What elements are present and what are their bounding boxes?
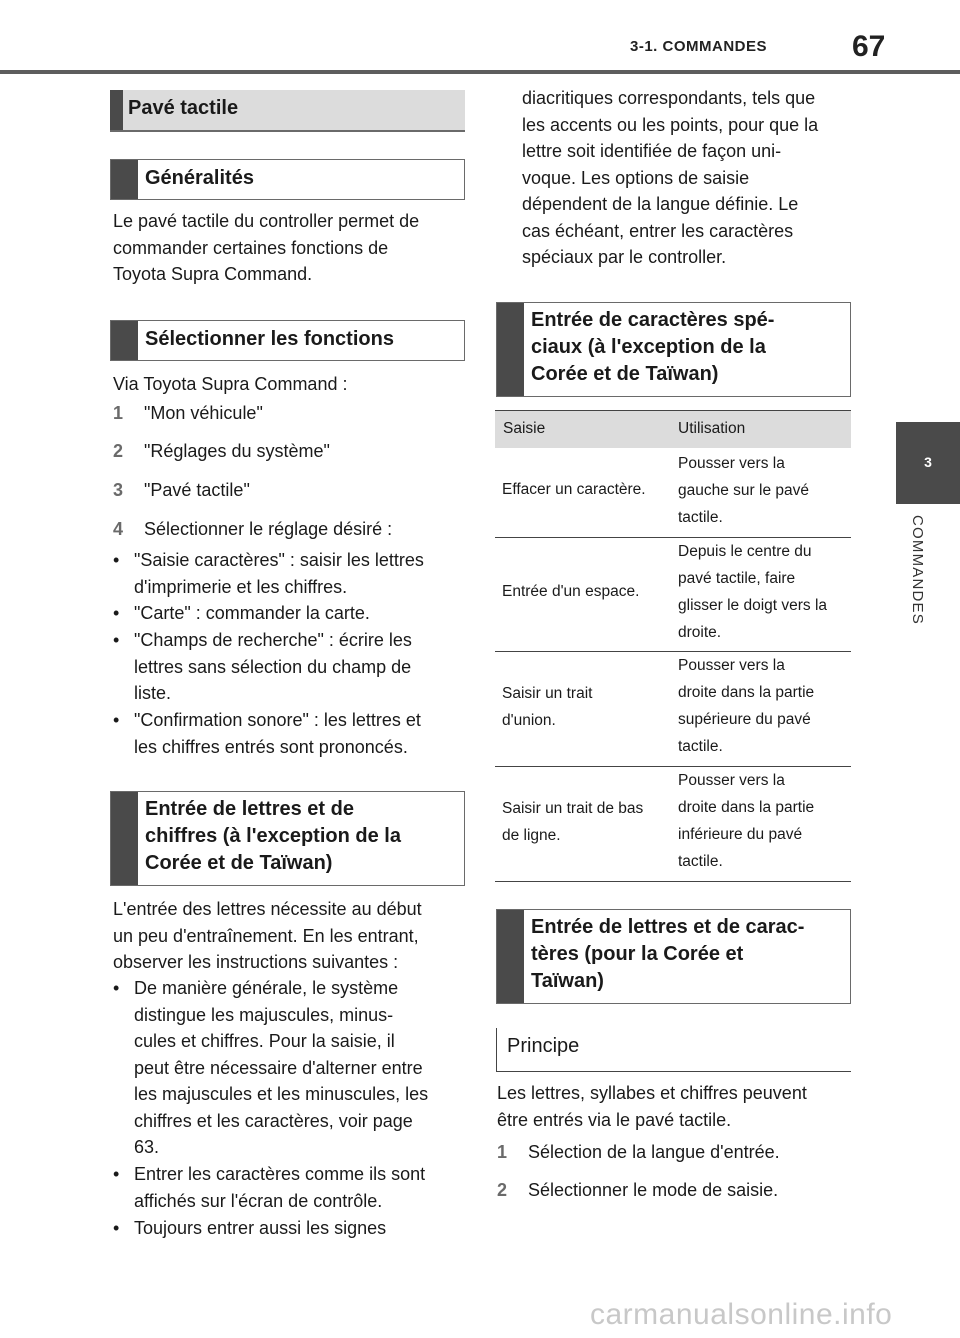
bullet-dot: • xyxy=(113,1164,120,1184)
text-line: tactile. xyxy=(678,509,723,526)
text-line: tactile. xyxy=(678,738,723,755)
table-row xyxy=(495,767,851,881)
table-cell-saisie xyxy=(502,680,672,734)
text-line: dépendent de la langue définie. Le xyxy=(522,194,799,214)
text-line: affichés sur l'écran de contrôle. xyxy=(134,1190,383,1211)
text-line: cas échéant, entrer les caractères xyxy=(522,220,794,241)
section-header: 3-1. COMMANDES xyxy=(630,38,768,55)
table-row xyxy=(495,652,851,766)
title-line: chiffres (à l'exception de la xyxy=(145,825,401,847)
steps-list xyxy=(113,400,463,550)
table-row xyxy=(495,448,851,546)
title-line: Corée et de Taïwan) xyxy=(145,852,333,874)
title-bar xyxy=(111,321,138,360)
special-title xyxy=(531,307,774,388)
text-line: de ligne. xyxy=(502,827,561,844)
text-line: cules et chiffres. Pour la saisie, il xyxy=(134,1031,395,1051)
selection-title: Sélectionner les fonctions xyxy=(145,328,394,350)
text-line: tactile. xyxy=(678,853,723,870)
bullet-dot: • xyxy=(113,630,120,650)
text-line: les accents ou les points, pour que la xyxy=(522,114,819,135)
subsection-entree-lettres xyxy=(110,791,465,886)
entree-paragraph xyxy=(113,896,473,976)
header-rule xyxy=(0,70,960,74)
table-header-utilisation: Utilisation xyxy=(678,420,746,437)
step-number: 2 xyxy=(113,441,124,461)
subsection-caracteres-speciaux xyxy=(496,302,851,397)
title-line: Entrée de caractères spé- xyxy=(531,309,775,331)
text-line: d'imprimerie et les chiffres. xyxy=(134,576,348,597)
text-line: chiffres et les caractères, voir page xyxy=(134,1110,413,1131)
text-line: commander certaines fonctions de xyxy=(113,237,389,258)
text-line: supérieure du pavé xyxy=(678,711,811,728)
title-line: Entrée de lettres et de xyxy=(145,798,354,820)
table-bottom-rule xyxy=(495,881,851,882)
text-line: diacritiques correspondants, tels que xyxy=(522,88,816,108)
watermark: carmanualsonline.info xyxy=(590,1298,893,1331)
via-text: Via Toyota Supra Command : xyxy=(113,374,348,394)
text-line: lettres sans sélection du champ de xyxy=(134,656,412,677)
title-line: Taïwan) xyxy=(531,970,604,992)
korea-title xyxy=(531,914,804,995)
subsection-generalites xyxy=(110,159,465,200)
table-row xyxy=(495,538,851,652)
text-line: "Champs de recherche" : écrire les xyxy=(134,630,412,650)
principe-title: Principe xyxy=(507,1035,580,1057)
step-number: 2 xyxy=(497,1180,508,1200)
text-line: peut être nécessaire d'alterner entre xyxy=(134,1057,423,1078)
text-line: "Carte" : commander la carte. xyxy=(134,603,370,623)
bullet-item xyxy=(134,627,412,707)
text-line: distingue les majuscules, minus- xyxy=(134,1004,394,1025)
title-bar xyxy=(497,910,524,1003)
title-bar xyxy=(497,303,524,396)
table-cell-saisie xyxy=(502,578,672,605)
bullet-dot: • xyxy=(113,550,120,570)
section-title-pave-tactile xyxy=(110,90,465,132)
chapter-tab-label: COMMANDES xyxy=(909,515,926,625)
table-cell-utilisation xyxy=(678,767,850,875)
step-text: Sélectionner le mode de saisie. xyxy=(528,1180,779,1200)
text-line: Entrer les caractères comme ils sont xyxy=(134,1164,426,1184)
bullet-item xyxy=(134,975,469,1161)
entree-title xyxy=(145,796,401,877)
bullet-item xyxy=(134,547,424,600)
text-line: les majuscules et les minuscules, les xyxy=(134,1084,429,1104)
step-text: "Mon véhicule" xyxy=(144,403,263,423)
principe-steps xyxy=(497,1139,847,1209)
text-line: Pousser vers la xyxy=(678,772,785,789)
subsection-selection xyxy=(110,320,465,361)
bullet-dot: • xyxy=(113,603,120,623)
text-line: L'entrée des lettres nécessite au début xyxy=(113,899,422,919)
bullet-dot: • xyxy=(113,978,120,998)
step-text: Sélectionner le réglage désiré : xyxy=(144,519,393,539)
step-number: 3 xyxy=(113,480,124,500)
text-line: spéciaux par le controller. xyxy=(522,247,727,267)
text-line: droite. xyxy=(678,624,722,641)
text-line: Toyota Supra Command. xyxy=(113,264,313,284)
page-number: 67 xyxy=(852,30,886,63)
title-line: Entrée de lettres et de carac- xyxy=(531,916,805,938)
text-line: Saisir un trait de bas xyxy=(502,800,644,817)
step-number: 1 xyxy=(113,403,124,423)
principe-paragraph xyxy=(497,1080,857,1133)
bullet-item xyxy=(134,600,370,627)
text-line: pavé tactile, faire xyxy=(678,570,796,587)
title-bar xyxy=(111,792,138,885)
special-characters-table xyxy=(495,410,851,885)
title-bar xyxy=(110,90,123,130)
text-line: voque. Les options de saisie xyxy=(522,167,750,188)
text-line: Entrée d'un espace. xyxy=(502,583,640,600)
chapter-tab-rule xyxy=(896,502,960,504)
table-header-row xyxy=(495,410,851,448)
generalites-title: Généralités xyxy=(145,167,254,189)
step-text: "Pavé tactile" xyxy=(144,480,250,500)
entree-bullet-list xyxy=(113,975,463,1245)
text-line: un peu d'entraînement. En les entrant, xyxy=(113,925,419,946)
bullet-dot: • xyxy=(113,1218,120,1238)
bullet-item xyxy=(134,707,421,760)
text-line: observer les instructions suivantes : xyxy=(113,952,399,972)
table-cell-utilisation xyxy=(678,652,850,760)
text-line: être entrés via le pavé tactile. xyxy=(497,1109,732,1130)
generalites-paragraph xyxy=(113,208,473,288)
chapter-tab-number: 3 xyxy=(896,422,960,502)
text-line: "Confirmation sonore" : les lettres et xyxy=(134,710,421,730)
title-line: Corée et de Taïwan) xyxy=(531,363,719,385)
text-line: Le pavé tactile du controller permet de xyxy=(113,211,420,231)
bullet-dot: • xyxy=(113,710,120,730)
text-line: inférieure du pavé xyxy=(678,826,803,843)
step-text: Sélection de la langue d'entrée. xyxy=(528,1142,780,1162)
title-line: ciaux (à l'exception de la xyxy=(531,336,766,358)
text-line: les chiffres entrés sont prononcés. xyxy=(134,736,408,757)
subsection-coree-taiwan xyxy=(496,909,851,1004)
text-line: gauche sur le pavé xyxy=(678,482,809,499)
bullet-item xyxy=(134,1215,469,1242)
text-line: d'union. xyxy=(502,712,556,729)
text-line: droite dans la partie xyxy=(678,799,815,816)
table-cell-utilisation xyxy=(678,450,850,531)
table-cell-utilisation xyxy=(678,538,850,646)
text-line: glisser le doigt vers la xyxy=(678,597,828,614)
text-line: Saisir un trait xyxy=(502,685,593,702)
text-line: lettre soit identifiée de façon uni- xyxy=(522,141,782,161)
step-number: 4 xyxy=(113,519,124,539)
text-line: Pousser vers la xyxy=(678,455,785,472)
step-number: 1 xyxy=(497,1142,508,1162)
pave-title: Pavé tactile xyxy=(128,97,239,119)
text-line: 63. xyxy=(134,1137,160,1157)
text-line: droite dans la partie xyxy=(678,684,815,701)
table-header-saisie: Saisie xyxy=(503,420,546,437)
text-line: Les lettres, syllabes et chiffres peuvent xyxy=(497,1083,807,1103)
text-line: De manière générale, le système xyxy=(134,978,399,998)
text-line: "Saisie caractères" : saisir les lettres xyxy=(134,550,424,570)
text-line: Pousser vers la xyxy=(678,657,785,674)
bullet-item xyxy=(134,1161,469,1214)
text-line: Depuis le centre du xyxy=(678,543,812,560)
title-bar xyxy=(111,160,138,199)
continuation-paragraph xyxy=(522,85,852,271)
table-cell-saisie xyxy=(502,476,672,503)
title-line: tères (pour la Corée et xyxy=(531,943,744,965)
text-line: liste. xyxy=(134,683,172,703)
text-line: Toujours entrer aussi les signes xyxy=(134,1218,387,1238)
text-line: Effacer un caractère. xyxy=(502,481,646,498)
principe-heading xyxy=(496,1028,851,1072)
table-cell-saisie xyxy=(502,795,672,849)
settings-bullet-list xyxy=(113,547,463,767)
step-text: "Réglages du système" xyxy=(144,441,330,461)
